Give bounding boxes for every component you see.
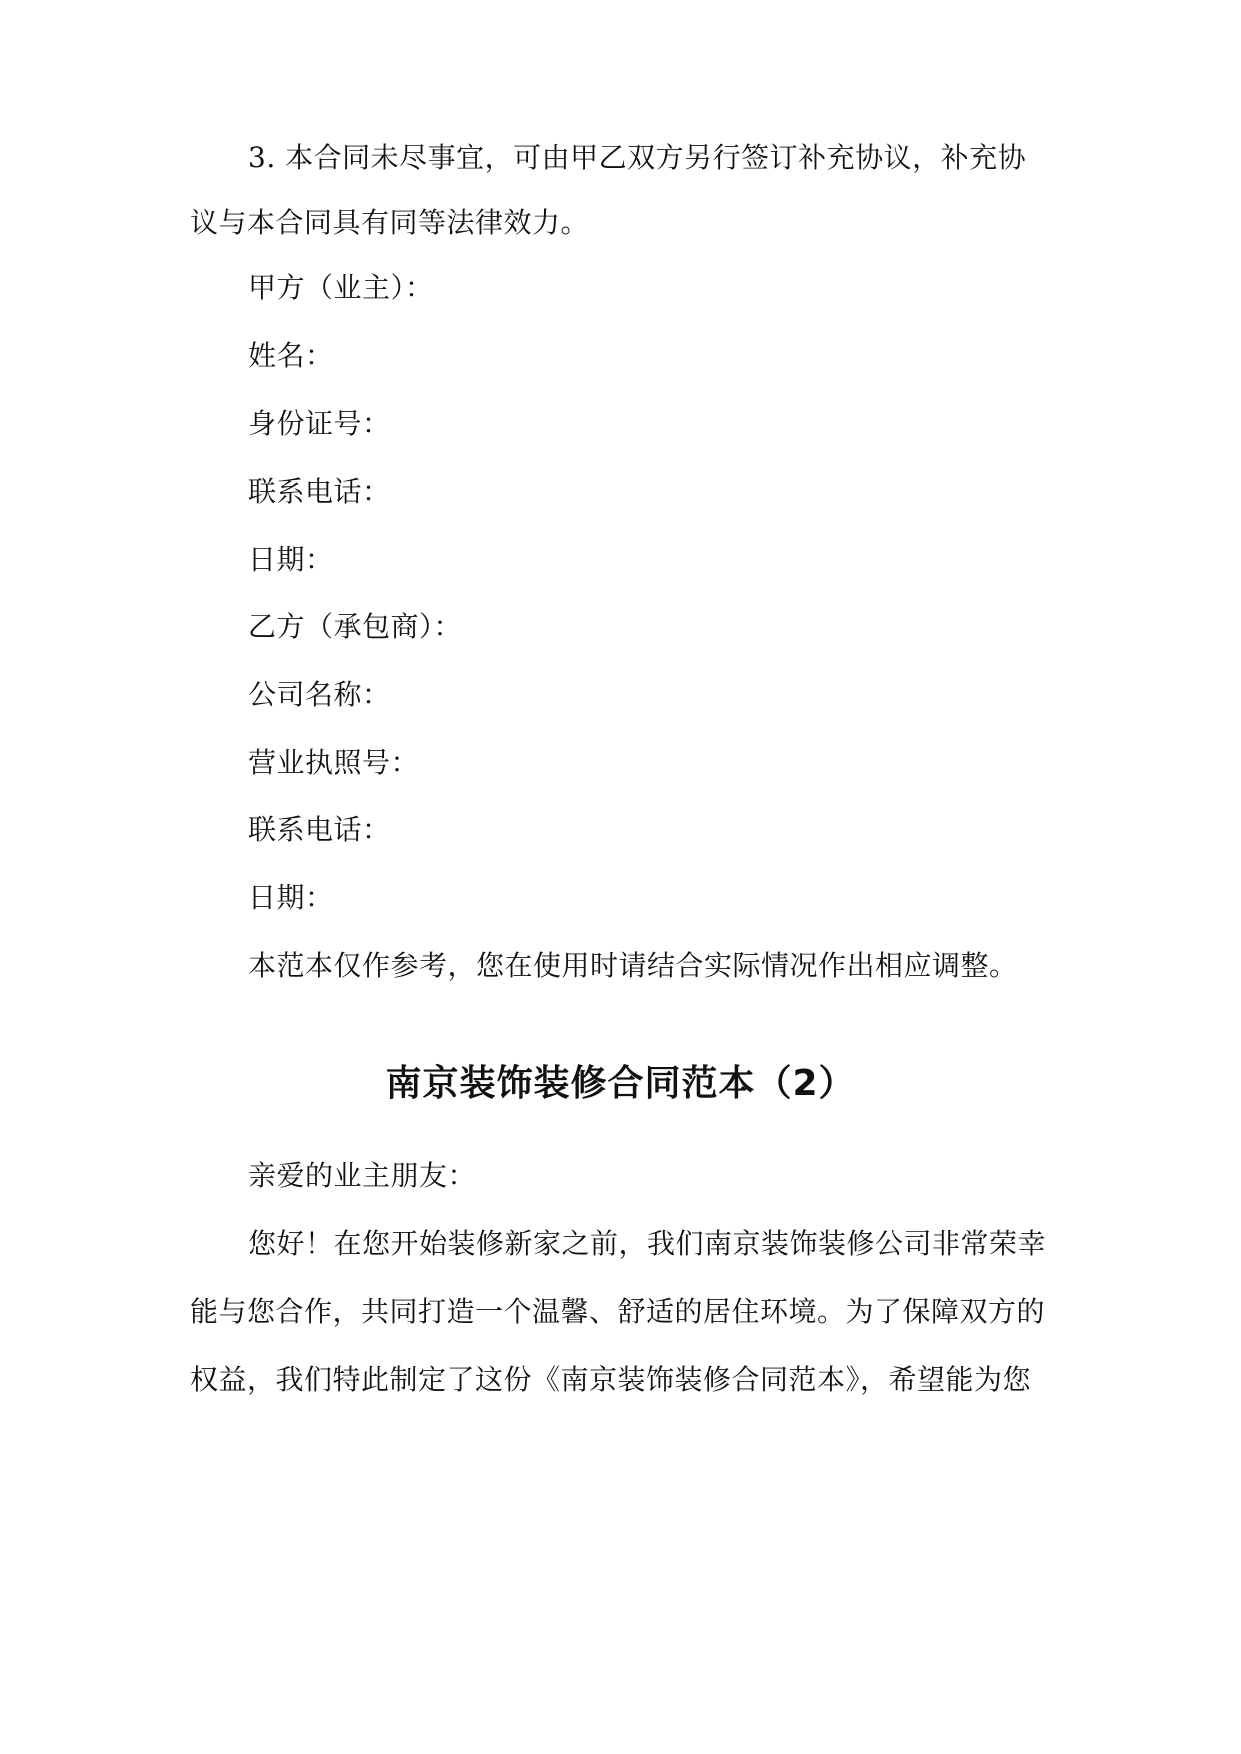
- party-a-heading: 甲方（业主）：: [248, 271, 434, 304]
- party-b-phone-label: 联系电话：: [248, 813, 391, 846]
- paragraph-line-3: 权益，我们特此制定了这份《南京装饰装修合同范本》，希望能为您: [190, 1363, 1032, 1396]
- party-b-license-label: 营业执照号：: [248, 746, 420, 779]
- paragraph-line-1: 您好！在您开始装修新家之前，我们南京装饰装修公司非常荣幸: [248, 1227, 1047, 1260]
- party-a-date-label: 日期：: [248, 543, 334, 576]
- paragraph-line-2: 能与您合作，共同打造一个温馨、舒适的居住环境。为了保障双方的: [190, 1295, 1046, 1328]
- clause-3-line-1: 3. 本合同未尽事宜，可由甲乙双方另行签订补充协议，补充协: [248, 141, 1027, 174]
- party-b-date-label: 日期：: [248, 881, 334, 914]
- section-2-title: 南京装饰装修合同范本（2）: [385, 1063, 856, 1104]
- party-b-company-label: 公司名称：: [248, 678, 391, 711]
- greeting-text: 亲爱的业主朋友：: [248, 1159, 477, 1192]
- disclaimer-text: 本范本仅作参考，您在使用时请结合实际情况作出相应调整。: [248, 949, 1018, 982]
- clause-3-line-2: 议与本合同具有同等法律效力。: [190, 206, 590, 239]
- party-a-name-label: 姓名：: [248, 339, 334, 372]
- party-b-heading: 乙方（承包商）：: [248, 610, 463, 643]
- party-a-phone-label: 联系电话：: [248, 475, 391, 508]
- party-a-id-label: 身份证号：: [248, 407, 391, 440]
